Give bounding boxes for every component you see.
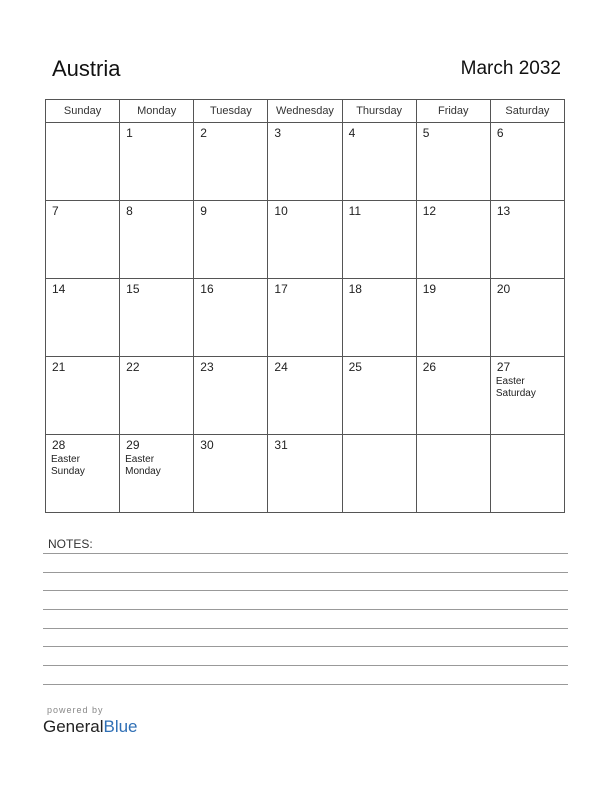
day-number: 7 <box>52 204 59 218</box>
day-cell <box>268 201 342 279</box>
day-number: 16 <box>200 282 214 296</box>
week-row <box>46 357 565 435</box>
day-number: 23 <box>200 360 214 374</box>
day-cell <box>268 435 342 513</box>
day-number: 13 <box>496 204 511 218</box>
day-number: 21 <box>52 360 66 374</box>
notes-line <box>43 609 568 610</box>
day-number: 2 <box>200 126 207 140</box>
day-number: 28 <box>52 438 66 452</box>
day-number: 15 <box>126 282 140 296</box>
day-cell <box>120 435 194 513</box>
day-number: 5 <box>422 126 430 140</box>
notes-line <box>43 646 568 647</box>
weekday-header: Sunday <box>46 100 120 123</box>
notes-line <box>43 590 568 591</box>
day-cell <box>194 435 268 513</box>
holiday-label: Easter Sunday <box>51 454 85 477</box>
day-number: 25 <box>348 360 362 374</box>
brand-name-part1: General <box>43 717 104 736</box>
calendar-grid <box>45 99 565 513</box>
holiday-label: Easter Monday <box>125 454 161 477</box>
notes-line <box>43 553 568 554</box>
day-number: 30 <box>200 438 214 452</box>
day-number: 26 <box>422 360 437 374</box>
weekday-header-row <box>46 100 565 123</box>
month-title: March 2032 <box>460 58 561 79</box>
day-cell <box>342 201 416 279</box>
day-cell <box>342 123 416 201</box>
day-number: 8 <box>126 204 133 218</box>
day-number: 11 <box>348 204 362 218</box>
day-cell <box>342 357 416 435</box>
weekday-header: Wednesday <box>268 100 342 123</box>
day-cell <box>416 123 490 201</box>
day-cell <box>416 357 490 435</box>
day-number: 22 <box>126 360 140 374</box>
country-title: Austria <box>52 56 121 81</box>
day-cell <box>342 435 416 513</box>
day-cell <box>268 123 342 201</box>
day-cell <box>194 123 268 201</box>
day-cell <box>490 123 564 201</box>
day-cell <box>46 123 120 201</box>
day-cell <box>120 357 194 435</box>
weekday-header: Tuesday <box>194 100 268 123</box>
day-number: 24 <box>274 360 288 374</box>
day-cell <box>194 279 268 357</box>
day-cell <box>416 279 490 357</box>
day-number: 14 <box>52 282 66 296</box>
day-cell <box>46 357 120 435</box>
day-cell <box>416 201 490 279</box>
day-cell <box>490 435 564 513</box>
day-cell <box>46 279 120 357</box>
notes-line <box>43 628 568 629</box>
day-cell <box>194 357 268 435</box>
notes-line <box>43 572 568 573</box>
day-cell <box>194 201 268 279</box>
weekday-header: Thursday <box>342 100 416 123</box>
holiday-label: Easter Saturday <box>495 376 536 399</box>
day-number: 27 <box>496 360 511 374</box>
day-number: 9 <box>200 204 207 218</box>
week-row <box>46 435 565 513</box>
day-number: 6 <box>496 126 504 140</box>
day-number: 10 <box>274 204 288 218</box>
day-number: 17 <box>274 282 288 296</box>
notes-line <box>43 665 568 666</box>
day-cell <box>120 201 194 279</box>
day-cell <box>46 201 120 279</box>
weekday-header: Friday <box>416 100 490 123</box>
week-row <box>46 123 565 201</box>
notes-label: NOTES: <box>48 537 93 551</box>
day-cell <box>342 279 416 357</box>
day-number: 18 <box>348 282 362 296</box>
week-row <box>46 201 565 279</box>
day-cell <box>490 201 564 279</box>
week-row <box>46 279 565 357</box>
day-cell <box>120 123 194 201</box>
day-number: 12 <box>422 204 437 218</box>
day-number: 31 <box>274 438 288 452</box>
notes-line <box>43 684 568 685</box>
day-number: 19 <box>422 282 437 296</box>
day-cell <box>490 279 564 357</box>
brand-name-part2: Blue <box>103 717 138 736</box>
day-cell <box>416 435 490 513</box>
brand-logo <box>43 717 138 737</box>
day-cell <box>268 279 342 357</box>
day-cell <box>120 279 194 357</box>
day-cell <box>46 435 120 513</box>
powered-by-text: powered by <box>47 705 104 715</box>
day-number: 4 <box>348 126 356 140</box>
day-number: 1 <box>126 126 133 140</box>
day-cell <box>490 357 564 435</box>
day-number: 3 <box>274 126 282 140</box>
day-number: 29 <box>126 438 140 452</box>
weekday-header: Monday <box>120 100 194 123</box>
day-cell <box>268 357 342 435</box>
day-number: 20 <box>496 282 511 296</box>
weekday-header: Saturday <box>490 100 564 123</box>
